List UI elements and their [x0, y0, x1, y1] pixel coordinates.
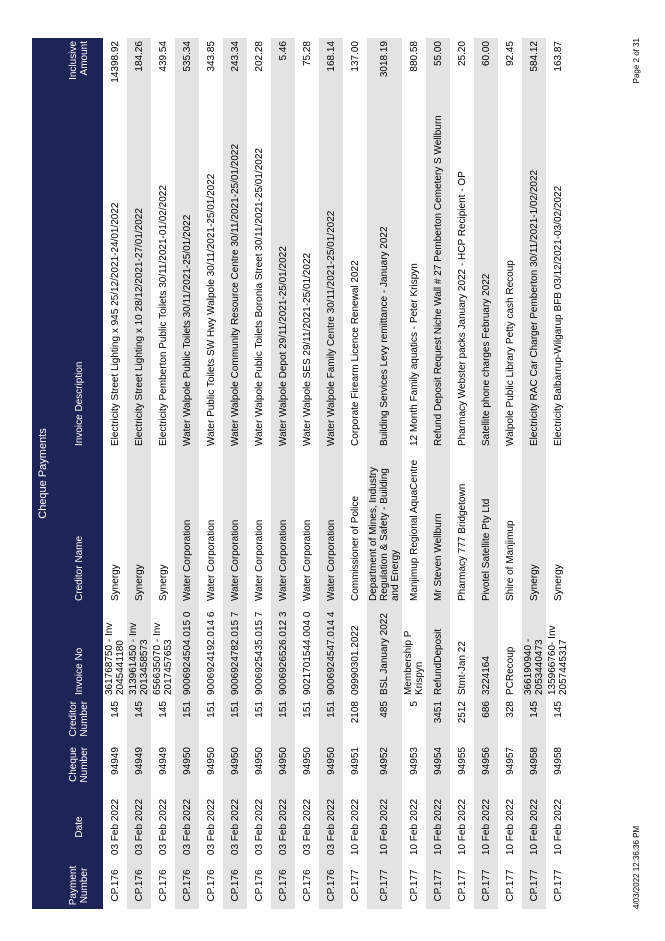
cell-cheque-number: 94949	[127, 744, 151, 792]
cell-creditor-name: Water Corporation	[175, 449, 199, 604]
cell-date: 03 Feb 2022	[319, 792, 343, 862]
cell-invoice-description: Water Walpole Public Toilets 30/11/2021-25/01/2022	[175, 107, 199, 449]
cell-date: 03 Feb 2022	[223, 792, 247, 862]
cell-cheque-number: 94949	[109, 747, 121, 775]
col-invoice-description: Invoice Description	[55, 107, 103, 449]
report-title: Cheque Payments	[32, 38, 55, 909]
cell-inclusive-amount: 584.12	[522, 38, 546, 107]
cell-invoice-no: 135966760- Inv 2057445317	[547, 625, 569, 695]
table-row	[522, 38, 546, 909]
cell-invoice-no: RefundDeposit	[426, 604, 450, 698]
cell-inclusive-amount: 5.46	[271, 38, 295, 107]
col-payment-number: Payment Number	[55, 862, 103, 909]
cell-creditor-number: 151	[253, 701, 265, 718]
cell-cheque-number: 94951	[349, 747, 361, 775]
cell-inclusive-amount: 168.14	[319, 38, 343, 107]
cell-date: 03 Feb 2022	[301, 798, 313, 856]
cell-creditor-name: Manjimup Regional AquaCentre	[408, 459, 420, 601]
cell-creditor-name: Department of Mines, Industry Regulation & Safety - Building and Energy	[367, 449, 402, 604]
cell-date: 10 Feb 2022	[367, 792, 402, 862]
cell-invoice-no: 9006925435.015 7	[253, 611, 265, 695]
cell-payment-number: CP.177	[408, 869, 420, 902]
cell-invoice-description: 12 Month Family aquatics - Peter Krispyn	[408, 263, 420, 446]
cell-creditor-name: Water Corporation	[301, 519, 313, 601]
cell-creditor-number: 145	[522, 698, 546, 744]
cell-date: 10 Feb 2022	[504, 798, 516, 856]
cell-inclusive-amount: 163.87	[552, 41, 564, 72]
cell-invoice-no: 3224164	[474, 604, 498, 698]
cell-invoice-description: Refund Deposit Request Niche Wall # 27 Pemberton Cemetery S Wellburn	[426, 107, 450, 449]
col-inclusive-amount: Inclusive Amount	[55, 38, 103, 107]
cell-invoice-no: PCRecoup	[504, 646, 516, 695]
cell-payment-number: CP.177	[504, 869, 516, 902]
cell-inclusive-amount: 439.54	[157, 41, 169, 72]
cell-creditor-number: 145	[552, 701, 564, 718]
table-row	[474, 38, 498, 909]
cell-creditor-name: Pivotel Satellite Pty Ltd	[474, 449, 498, 604]
cell-creditor-name: Synergy	[157, 564, 169, 601]
cell-date: 10 Feb 2022	[522, 792, 546, 862]
cell-payment-number: CP.176	[127, 862, 151, 909]
cell-invoice-no: BSL January 2022	[367, 604, 402, 698]
cell-date: 10 Feb 2022	[426, 792, 450, 862]
cell-invoice-no: 361768750 - Inv 2045441180	[104, 622, 126, 695]
cell-payment-number: CP.176	[205, 869, 217, 902]
table-row	[450, 38, 474, 909]
cell-cheque-number: 94950	[175, 744, 199, 792]
cell-cheque-number: 94949	[157, 747, 169, 775]
table-row	[103, 38, 127, 909]
cell-invoice-no: 9006924782.015 7	[223, 604, 247, 698]
cell-invoice-description: Corporate Firearm Licence Renewal 2022	[349, 260, 361, 446]
cell-invoice-no: 09990301.2022	[349, 625, 361, 695]
cell-creditor-number: 328	[504, 701, 516, 718]
cell-date: 03 Feb 2022	[127, 792, 151, 862]
table-row	[127, 38, 151, 909]
cell-creditor-name: Commissioner of Police	[349, 495, 361, 601]
cell-invoice-description: Building Services Levy remittance - January 2022	[367, 107, 402, 449]
cell-invoice-no: 313961450 - Inv 2013458573	[127, 604, 151, 698]
cell-inclusive-amount: 137.00	[349, 41, 361, 72]
cell-creditor-number: 151	[319, 698, 343, 744]
cell-invoice-no: 9006924504.015 0	[175, 604, 199, 698]
table-row	[319, 38, 343, 909]
cell-inclusive-amount: 60.00	[474, 38, 498, 107]
cell-inclusive-amount: 92.45	[504, 41, 516, 67]
cell-invoice-no: 9006924547.014 4	[319, 604, 343, 698]
table-row	[295, 38, 319, 909]
cell-inclusive-amount: 55.00	[426, 38, 450, 107]
cell-payment-number: CP.176	[175, 862, 199, 909]
cell-date: 03 Feb 2022	[109, 798, 121, 856]
cell-creditor-number: 3451	[426, 698, 450, 744]
cell-inclusive-amount: 202.28	[253, 41, 265, 72]
cell-invoice-no: 9006924192.014 6	[205, 611, 217, 695]
cell-payment-number: CP.177	[552, 869, 564, 902]
cell-cheque-number: 94954	[426, 744, 450, 792]
table-row	[199, 38, 223, 909]
cell-invoice-description: Water Walpole Public Toilets Boronia Street 30/11/2021-25/01/2022	[253, 148, 265, 446]
cell-creditor-number: 485	[367, 698, 402, 744]
cell-invoice-description: Water Walpole SES 29/11/2021-25/01/2022	[301, 252, 313, 446]
cell-inclusive-amount: 535.34	[175, 38, 199, 107]
table-row	[402, 38, 426, 909]
cell-creditor-number: 2512	[456, 701, 468, 724]
cell-inclusive-amount: 184.26	[127, 38, 151, 107]
cell-creditor-name: Synergy	[109, 564, 121, 601]
cell-invoice-no: 366190940 - 2053440473	[522, 604, 546, 698]
cell-creditor-name: Water Corporation	[223, 449, 247, 604]
cell-invoice-description: Electricity Street Lighting x 945 25/12/2021-24/01/2022	[109, 202, 121, 446]
cell-creditor-name: Shire of Manjimup	[504, 520, 516, 601]
cell-creditor-name: Synergy	[552, 564, 564, 601]
col-cheque-number: Cheque Number	[55, 744, 103, 792]
cell-inclusive-amount: 343.85	[205, 41, 217, 72]
col-creditor-name: Creditor Name	[55, 449, 103, 604]
cell-creditor-name: Water Corporation	[253, 519, 265, 601]
cell-date: 10 Feb 2022	[456, 798, 468, 856]
cell-creditor-number: 2108	[349, 701, 361, 724]
cell-date: 10 Feb 2022	[474, 792, 498, 862]
cell-cheque-number: 94950	[271, 744, 295, 792]
cell-payment-number: CP.176	[109, 869, 121, 902]
cell-date: 03 Feb 2022	[205, 798, 217, 856]
cell-creditor-number: 151	[205, 701, 217, 718]
table-row	[271, 38, 295, 909]
cell-payment-number: CP.177	[426, 862, 450, 909]
printed-timestamp: 4/03/2022 12:36:36 PM	[632, 825, 641, 909]
cell-invoice-no: 656635070 - Inv 2017457653	[152, 622, 174, 695]
cell-creditor-number: 151	[223, 698, 247, 744]
cell-invoice-description: Water Walpole Depot 29/11/2021-25/01/2022	[271, 107, 295, 449]
cell-inclusive-amount: 25.20	[456, 41, 468, 67]
table-row	[546, 38, 570, 909]
table-row	[367, 38, 402, 909]
cell-payment-number: CP.176	[301, 869, 313, 902]
cell-invoice-no: 9006926526.012 3	[271, 604, 295, 698]
cell-payment-number: CP.177	[474, 862, 498, 909]
table-row	[151, 38, 175, 909]
cell-invoice-no: Stmt-Jan 22	[456, 641, 468, 695]
cell-creditor-name: Pharmacy 777 Bridgetown	[456, 483, 468, 601]
cell-cheque-number: 94950	[223, 744, 247, 792]
cell-date: 03 Feb 2022	[175, 792, 199, 862]
cell-invoice-description: Satellite phone charges February 2022	[474, 107, 498, 449]
cell-cheque-number: 94957	[504, 747, 516, 775]
cell-payment-number: CP.177	[522, 862, 546, 909]
cell-payment-number: CP.177	[349, 869, 361, 902]
cell-invoice-description: Water Walpole Family Centre 30/11/2021-25/01/2022	[319, 107, 343, 449]
cell-creditor-number: 5	[408, 701, 420, 707]
cell-payment-number: CP.176	[157, 869, 169, 902]
cell-creditor-name: Synergy	[522, 449, 546, 604]
cell-payment-number: CP.177	[456, 869, 468, 902]
cell-creditor-number: 145	[157, 701, 169, 718]
cell-inclusive-amount: 75.28	[301, 41, 313, 67]
table-row	[426, 38, 450, 909]
cell-invoice-description: Walpole Public Library Petty cash Recoup	[504, 260, 516, 446]
cell-inclusive-amount: 880.58	[408, 41, 420, 72]
table-row	[343, 38, 367, 909]
cell-cheque-number: 94950	[205, 747, 217, 775]
page-number: Page 2 of 31	[632, 38, 641, 84]
cell-invoice-description: Electricity Balbarrup-Wilgarup BFB 03/12/2021-03/02/2022	[552, 185, 564, 446]
cell-inclusive-amount: 14398.92	[109, 41, 121, 83]
cell-creditor-number: 151	[175, 698, 199, 744]
cell-cheque-number: 94958	[522, 744, 546, 792]
cell-payment-number: CP.176	[223, 862, 247, 909]
cell-payment-number: CP.177	[367, 862, 402, 909]
table-row	[175, 38, 199, 909]
cell-creditor-number: 145	[109, 701, 121, 718]
cell-cheque-number: 94952	[367, 744, 402, 792]
cheque-payments-table	[55, 38, 570, 909]
cell-creditor-number: 151	[271, 698, 295, 744]
cell-date: 10 Feb 2022	[349, 798, 361, 856]
cell-cheque-number: 94958	[552, 747, 564, 775]
cell-cheque-number: 94950	[253, 747, 265, 775]
cell-creditor-name: Synergy	[127, 449, 151, 604]
cell-date: 10 Feb 2022	[552, 798, 564, 856]
col-date: Date	[55, 792, 103, 862]
cell-creditor-name: Water Corporation	[319, 449, 343, 604]
cell-date: 03 Feb 2022	[253, 798, 265, 856]
cell-creditor-name: Water Corporation	[205, 519, 217, 601]
cell-cheque-number: 94956	[474, 744, 498, 792]
cell-invoice-description: Water Walpole Community Resource Centre 30/11/2021-25/01/2022	[223, 107, 247, 449]
cell-invoice-no: Membership P Krispyn	[403, 630, 425, 695]
cell-invoice-description: Electricity Pemberton Public Toilets 30/11/2021-01/02/2022	[157, 185, 169, 446]
table-header-row	[55, 38, 103, 909]
cell-creditor-number: 686	[474, 698, 498, 744]
table-row	[223, 38, 247, 909]
cell-inclusive-amount: 3018.19	[367, 38, 402, 107]
cell-creditor-number: 145	[127, 698, 151, 744]
cell-cheque-number: 94955	[456, 747, 468, 775]
cell-date: 03 Feb 2022	[157, 798, 169, 856]
cell-payment-number: CP.176	[253, 869, 265, 902]
cell-creditor-number: 151	[301, 701, 313, 718]
cell-invoice-description: Electricity Street Lighting x 10 28/12/2021-27/01/2022	[127, 107, 151, 449]
cell-date: 10 Feb 2022	[408, 798, 420, 856]
cell-creditor-name: Water Corporation	[271, 449, 295, 604]
cell-inclusive-amount: 243.34	[223, 38, 247, 107]
cell-cheque-number: 94950	[301, 747, 313, 775]
table-row	[247, 38, 271, 909]
cell-cheque-number: 94950	[319, 744, 343, 792]
col-creditor-number: Creditor Number	[55, 698, 103, 744]
cell-payment-number: CP.176	[319, 862, 343, 909]
cell-date: 03 Feb 2022	[271, 792, 295, 862]
cell-invoice-no: 9021701544.004 0	[301, 611, 313, 695]
cell-creditor-name: Mr Steven Wellburn	[426, 449, 450, 604]
cell-payment-number: CP.176	[271, 862, 295, 909]
cell-invoice-description: Water Public Toilets SW Hwy Walpole 30/11/2021-25/01/2022	[205, 173, 217, 446]
cell-invoice-description: Electricity RAC Car Charger Pemberton 30/11/2021-1/02/2022	[522, 107, 546, 449]
col-invoice-no: Invoice No	[55, 604, 103, 698]
table-row	[498, 38, 522, 909]
cell-cheque-number: 94953	[408, 747, 420, 775]
cell-invoice-description: Pharmacy Webster packs January 2022 - HCP Recipient - OP	[456, 171, 468, 446]
